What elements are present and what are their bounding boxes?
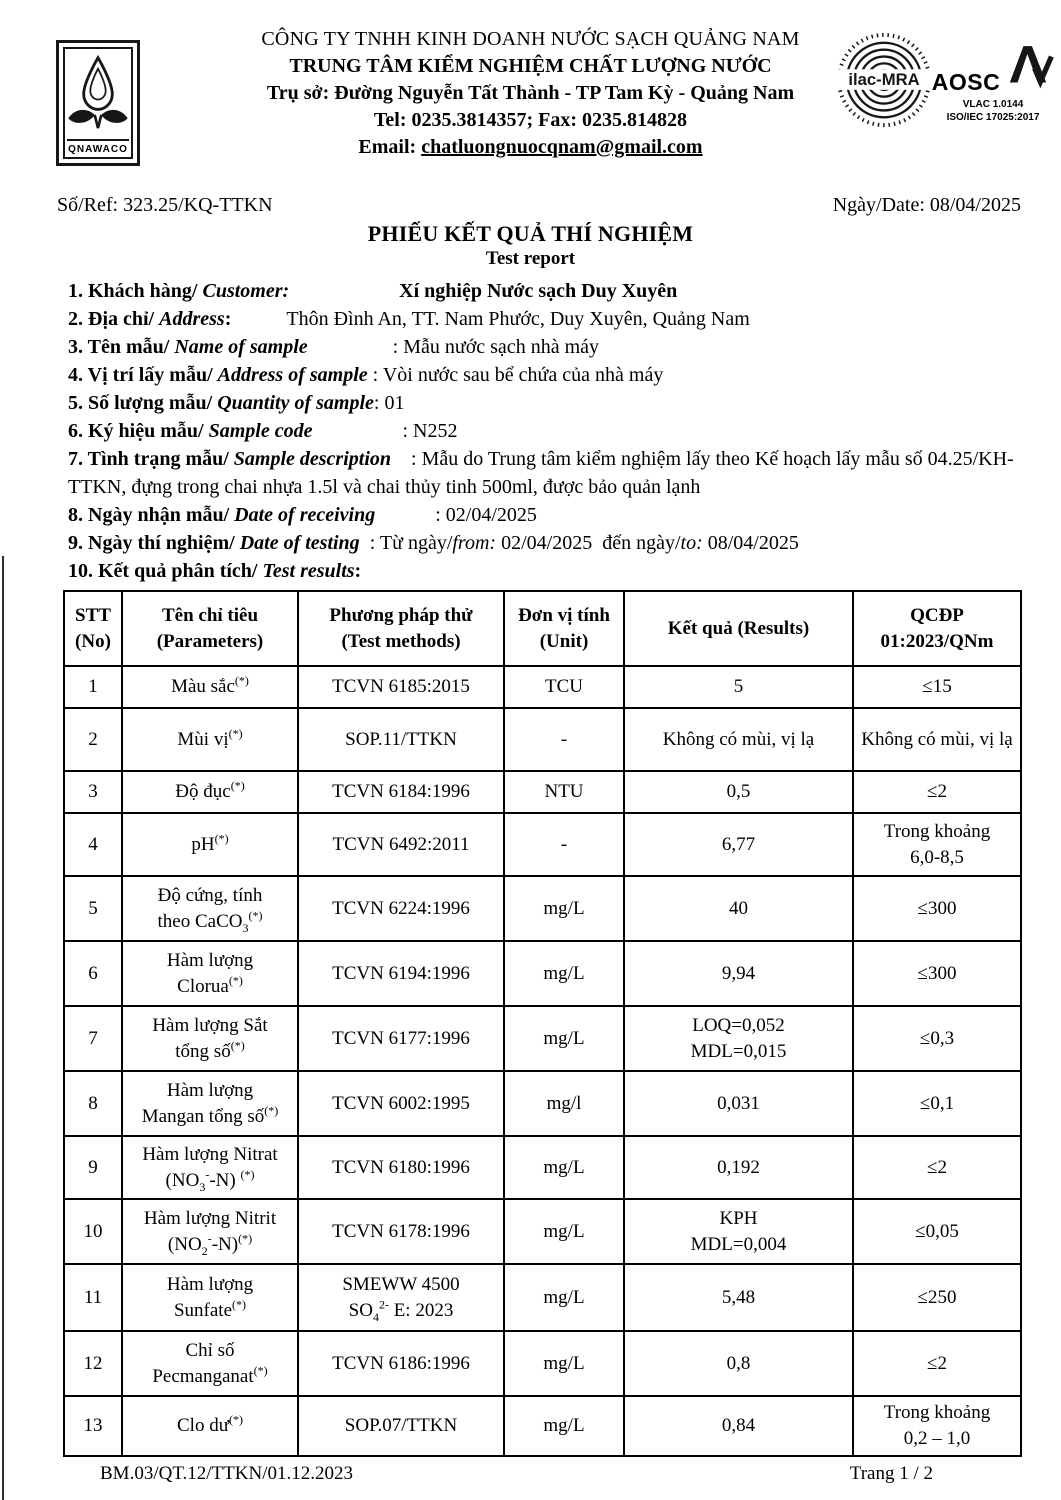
cell-method: TCVN 6002:1995 [298,1071,504,1136]
cell-result: 0,5 [624,771,853,813]
cell-unit: mg/L [504,1199,624,1264]
cell-limit: ≤15 [853,666,1021,708]
cell-limit: ≤0,1 [853,1071,1021,1136]
cell-result: 5 [624,666,853,708]
water-drop-hands-icon [65,49,131,139]
cell-name: Hàm lượng Nitrat $(NO_3^--N)$ (*) [122,1136,298,1199]
info-list [68,277,1033,585]
cell-name: Hàm lượng Sắt tổng số(*) [122,1006,298,1071]
table-row [64,1199,1021,1264]
cell-result: 0,031 [624,1071,853,1136]
cell-result: 0,8 [624,1331,853,1396]
cell-name: Hàm lượng Nitrit $(NO_2^--N)^{(*)}$ [122,1199,298,1264]
table-row [64,1006,1021,1071]
head-office-address: Trụ sở: Đường Nguyễn Tất Thành - TP Tam Kỳ - Quảng Nam [266,82,795,104]
column-header-results: Kết quả (Results) [624,591,853,666]
aosc-logo-block [931,32,1049,124]
cell-result: 9,94 [624,941,853,1006]
cell-method: TCVN 6492:2011 [298,813,504,876]
scan-artifact-line [2,556,4,1500]
cell-method: SOP.11/TTKN [298,708,504,771]
email-address: chatluongnuocqnam@gmail.com [421,136,703,158]
info-item-2: 2. Địa chỉ/ Address: Thôn Đình An, TT. Nam Phước, Duy Xuyên, Quảng Nam [68,308,750,330]
cell-method: TCVN 6185:2015 [298,666,504,708]
results-table [63,590,1022,1457]
cell-result: 0,192 [624,1136,853,1199]
table-row [64,771,1021,813]
cell-unit: mg/L [504,1264,624,1331]
table-row [64,1264,1021,1331]
cell-limit: ≤2 [853,1136,1021,1199]
center-name: TRUNG TÂM KIỂM NGHIỆM CHẤT LƯỢNG NƯỚC [289,55,772,77]
info-item-10: 10. Kết quả phân tích/ Test results: [68,560,362,582]
ilac-mra-text: ilac-MRA [848,69,920,89]
cell-method: SOP.07/TTKN [298,1396,504,1456]
column-header-unit: Đơn vị tính (Unit) [504,591,624,666]
column-header-qcdp-limit: QCĐP 01:2023/QNm [853,591,1021,666]
cell-result: KPH MDL=0,004 [624,1199,853,1264]
tel-fax-line: Tel: 0235.3814357; Fax: 0235.814828 [373,109,688,131]
email-label: Email: [358,136,417,158]
table-row [64,1136,1021,1199]
info-item-3: 3. Tên mẫu/ Name of sample : Mẫu nước sạch nhà máy [68,336,599,358]
company-name: CÔNG TY TNHH KINH DOANH NƯỚC SẠCH QUẢNG NAM [261,28,800,50]
cell-limit: ≤250 [853,1264,1021,1331]
qnawaco-logo-text: QNAWACO [68,144,128,155]
cell-limit: Không có mùi, vị lạ [853,708,1021,771]
cell-unit: mg/L [504,1136,624,1199]
info-item-8: 8. Ngày nhận mẫu/ Date of receiving : 02/04/2025 [68,504,537,526]
info-item-1: 1. Khách hàng/ Customer: Xí nghiệp Nước sạch Duy Xuyên [68,280,678,302]
table-row [64,1396,1021,1456]
cell-limit: ≤0,3 [853,1006,1021,1071]
cell-limit: Trong khoảng 6,0-8,5 [853,813,1021,876]
table-row [64,666,1021,708]
qnawaco-logo [56,40,140,166]
cell-no: 13 [64,1396,122,1456]
info-item-7: 7. Tình trạng mẫu/ Sample description : Mẫu do Trung tâm kiểm nghiệm lấy theo Kế hoạch lấy mẫu số 04.25/KH-TTKN, đựng trong chai nhựa 1.5l và chai thủy tinh 500ml, được bảo quản lạnh [68,448,1014,498]
table-row [64,1071,1021,1136]
cell-result: LOQ=0,052 MDL=0,015 [624,1006,853,1071]
cell-no: 3 [64,771,122,813]
column-header-parameters: Tên chỉ tiêu (Parameters) [122,591,298,666]
report-title: PHIẾU KẾT QUẢ THÍ NGHIỆM [367,221,694,246]
cell-no: 7 [64,1006,122,1071]
cell-unit: mg/L [504,941,624,1006]
aosc-checkmark-icon [1002,32,1054,98]
cell-name: pH(*) [122,813,298,876]
table-row [64,941,1021,1006]
ref-number: Số/Ref: 323.25/KQ-TTKN [57,194,273,216]
column-header-no: STT (No) [64,591,122,666]
cell-limit: ≤0,05 [853,1199,1021,1264]
cell-no: 12 [64,1331,122,1396]
cell-name: Độ đục(*) [122,771,298,813]
cell-name: Mùi vị(*) [122,708,298,771]
cell-limit: ≤300 [853,876,1021,941]
cell-unit: mg/L [504,1006,624,1071]
cell-unit: mg/l [504,1071,624,1136]
cell-unit: - [504,813,624,876]
info-item-9: 9. Ngày thí nghiệm/ Date of testing : Từ ngày/from: 02/04/2025 đến ngày/to: 08/04/2025 [68,532,799,554]
cell-name: Chỉ số Pecmanganat(*) [122,1331,298,1396]
cell-no: 1 [64,666,122,708]
cell-name: Độ cứng, tính theo CaCO$_3$(*) [122,876,298,941]
aosc-text: AOSC [931,69,1001,95]
cell-no: 4 [64,813,122,876]
cell-unit: mg/L [504,1396,624,1456]
page-number: Trang 1 / 2 [849,1463,933,1484]
table-row [64,1331,1021,1396]
cell-method: TCVN 6184:1996 [298,771,504,813]
cell-method: TCVN 6194:1996 [298,941,504,1006]
vlac-code: VLAC 1.0144 [962,99,1024,110]
cell-name: Clo dư(*) [122,1396,298,1456]
table-row [64,813,1021,876]
iso-standard: ISO/IEC 17025:2017 [946,112,1040,123]
cell-method: TCVN 6186:1996 [298,1331,504,1396]
info-item-5: 5. Số lượng mẫu/ Quantity of sample: 01 [68,392,405,414]
letterhead [0,0,1061,168]
cell-name: Hàm lượng Sunfate(*) [122,1264,298,1331]
cell-no: 8 [64,1071,122,1136]
info-item-4: 4. Vị trí lấy mẫu/ Address of sample : Vòi nước sau bể chứa của nhà máy [68,364,664,386]
column-header-test-methods: Phương pháp thử (Test methods) [298,591,504,666]
cell-result: 0,84 [624,1396,853,1456]
cell-method: TCVN 6178:1996 [298,1199,504,1264]
cell-name: Hàm lượng Mangan tổng số(*) [122,1071,298,1136]
page-footer [100,1463,933,1485]
cell-limit: ≤300 [853,941,1021,1006]
cell-no: 10 [64,1199,122,1264]
results-table-body [64,666,1021,1456]
table-row [64,876,1021,941]
cell-method: TCVN 6177:1996 [298,1006,504,1071]
cell-no: 6 [64,941,122,1006]
ilac-mra-logo [835,32,933,132]
cell-result: 5,48 [624,1264,853,1331]
cell-method: TCVN 6224:1996 [298,876,504,941]
cell-no: 9 [64,1136,122,1199]
report-subtitle: Test report [485,248,576,269]
table-row [64,708,1021,771]
cell-unit: TCU [504,666,624,708]
cell-unit: NTU [504,771,624,813]
cell-method: SMEWW 4500 $SO_4^{2-}$ E: 2023 [298,1264,504,1331]
ref-date-row [0,194,1061,217]
cell-result: 40 [624,876,853,941]
cell-result: Không có mùi, vị lạ [624,708,853,771]
cell-no: 11 [64,1264,122,1331]
cell-limit: ≤2 [853,771,1021,813]
report-date: Ngày/Date: 08/04/2025 [832,194,1021,216]
cell-unit: mg/L [504,1331,624,1396]
cell-limit: ≤2 [853,1331,1021,1396]
cell-method: TCVN 6180:1996 [298,1136,504,1199]
cell-name: Màu sắc(*) [122,666,298,708]
accreditation-logos [835,32,1049,132]
cell-unit: - [504,708,624,771]
info-item-6: 6. Ký hiệu mẫu/ Sample code : N252 [68,420,458,442]
table-header-row [64,591,1021,666]
cell-no: 2 [64,708,122,771]
email-line [0,134,1061,161]
cell-no: 5 [64,876,122,941]
cell-result: 6,77 [624,813,853,876]
form-code: BM.03/QT.12/TTKN/01.12.2023 [100,1463,353,1484]
cell-limit: Trong khoảng 0,2 – 1,0 [853,1396,1021,1456]
cell-name: Hàm lượng Clorua(*) [122,941,298,1006]
cell-unit: mg/L [504,876,624,941]
